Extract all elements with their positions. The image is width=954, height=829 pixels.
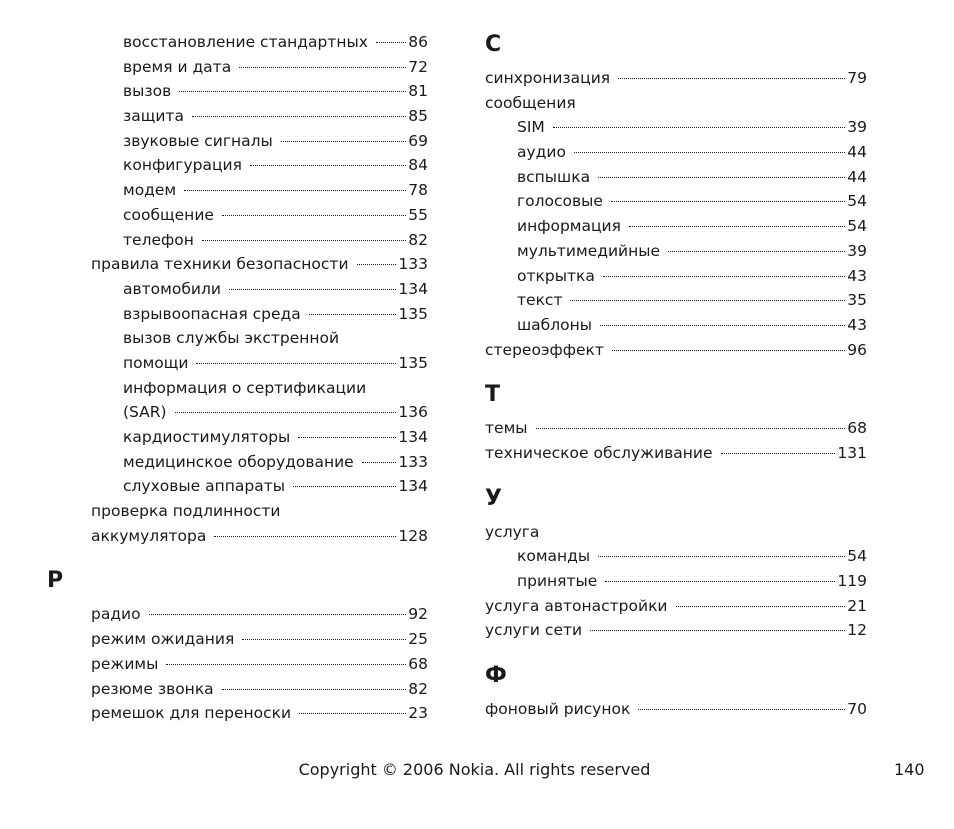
index-entry (485, 544, 867, 569)
index-term: принятые (517, 572, 598, 590)
dot-leader (239, 67, 406, 68)
index-term: (SAR) (123, 403, 167, 422)
index-entry (91, 178, 428, 203)
index-page-number: 39 (847, 118, 867, 137)
dot-leader (222, 689, 407, 690)
dot-leader (590, 630, 845, 631)
index-entry (485, 288, 867, 313)
index-term: модем (123, 181, 177, 200)
index-term: аудио (517, 143, 566, 162)
index-term: телефон (123, 230, 194, 249)
index-term: информация (517, 217, 621, 236)
dot-leader (603, 276, 845, 277)
index-term: услуги сети (485, 621, 583, 640)
index-term: информация о сертификации (123, 378, 367, 397)
dot-leader (676, 606, 846, 607)
index-term: мультимедийные (517, 241, 661, 260)
index-term: слуховые аппараты (123, 477, 285, 496)
dot-leader (299, 713, 406, 714)
index-term: темы (485, 419, 528, 438)
index-term: проверка подлинности (91, 502, 281, 521)
index-page-number: 133 (398, 452, 428, 471)
index-page-number: 44 (847, 167, 867, 186)
index-term: радио (91, 605, 141, 624)
index-page-number: 136 (398, 403, 428, 422)
dot-leader (574, 152, 845, 153)
page-number: 140 (894, 760, 925, 779)
dot-leader (179, 91, 406, 92)
dot-leader (250, 165, 406, 166)
index-page-number: 55 (408, 205, 428, 224)
dot-leader (618, 78, 845, 79)
index-entry (91, 652, 428, 677)
dot-leader (721, 453, 836, 454)
index-page-number: 68 (847, 419, 867, 438)
index-entry (485, 66, 867, 91)
index-page-number: 21 (847, 596, 867, 615)
index-page-number: 43 (847, 266, 867, 285)
index-page-number: 39 (847, 241, 867, 260)
index-page-number: 12 (847, 621, 867, 640)
index-entry (91, 277, 428, 302)
index-term: помощи (123, 353, 189, 372)
index-entry (485, 239, 867, 264)
index-term: восстановление стандартных (123, 33, 368, 51)
dot-leader (309, 314, 397, 315)
dot-leader (638, 709, 845, 710)
dot-leader (214, 536, 396, 537)
index-page-number: 82 (408, 230, 428, 249)
index-page-number: 23 (408, 704, 428, 723)
index-term: резюме звонка (91, 679, 214, 698)
index-page-number: 92 (408, 605, 428, 624)
index-term: вызов (123, 82, 172, 101)
index-entry (91, 203, 428, 228)
index-entry (91, 55, 428, 80)
index-entry (485, 140, 867, 165)
index-entry (485, 264, 867, 289)
index-column-right (485, 30, 867, 722)
dot-leader (222, 215, 406, 216)
index-page-number: 78 (408, 181, 428, 200)
dot-leader (570, 300, 845, 301)
index-entry (485, 697, 867, 722)
index-page-number: 70 (847, 700, 867, 719)
index-term: сообщение (123, 205, 214, 224)
index-entry-heading (485, 91, 867, 116)
index-entry (91, 252, 428, 277)
index-page-number: 134 (398, 279, 428, 298)
index-entry (91, 602, 428, 627)
dot-leader (600, 325, 845, 326)
index-term: синхронизация (485, 69, 611, 87)
index-term: голосовые (517, 192, 603, 211)
index-term: медицинское оборудование (123, 452, 354, 471)
dot-leader (536, 428, 846, 429)
dot-leader (298, 437, 396, 438)
copyright-notice: Copyright © 2006 Nokia. All rights reserved (298, 760, 651, 779)
index-page-number: 86 (408, 33, 428, 51)
index-page-number: 135 (398, 304, 428, 323)
index-term: аккумулятора (91, 526, 207, 545)
index-term: ремешок для переноски (91, 704, 292, 723)
index-page-number: 54 (847, 547, 867, 566)
index-page-number: 81 (408, 82, 428, 101)
index-term: режим ожидания (91, 630, 235, 649)
index-entry (485, 313, 867, 338)
index-page-number: 128 (398, 526, 428, 545)
dot-leader (629, 226, 845, 227)
index-page-number: 133 (398, 255, 428, 274)
index-entry (91, 79, 428, 104)
index-entry (91, 302, 428, 327)
index-term: шаблоны (517, 315, 593, 334)
index-entry (485, 115, 867, 140)
dot-leader (605, 581, 835, 582)
dot-leader (293, 486, 396, 487)
dot-leader (166, 664, 406, 665)
index-entry (91, 524, 428, 549)
index-entry (485, 214, 867, 239)
dot-leader (202, 240, 406, 241)
index-page-number: 54 (847, 217, 867, 236)
index-page-number: 85 (408, 107, 428, 126)
index-term: правила техники безопасности (91, 255, 349, 274)
dot-leader (598, 177, 845, 178)
index-entry-heading (91, 499, 428, 524)
index-term: время и дата (123, 57, 232, 76)
index-term: фоновый рисунок (485, 700, 631, 719)
section-letter: С (485, 32, 502, 57)
dot-leader (196, 363, 396, 364)
dot-leader (242, 639, 406, 640)
index-page-number: 96 (847, 340, 867, 359)
index-page-number: 131 (837, 443, 867, 462)
index-term: команды (517, 547, 591, 566)
index-entry (91, 450, 428, 475)
dot-leader (598, 556, 845, 557)
index-term: защита (123, 107, 184, 126)
index-page-number: 43 (847, 315, 867, 334)
index-term: открытка (517, 266, 595, 285)
index-term: конфигурация (123, 156, 242, 175)
index-page-number: 72 (408, 57, 428, 76)
dot-leader (184, 190, 406, 191)
index-entry (91, 153, 428, 178)
index-entry (91, 228, 428, 253)
index-page-number: 134 (398, 428, 428, 446)
index-page-number: 84 (408, 156, 428, 175)
dot-leader (668, 251, 845, 252)
index-page-number: 134 (398, 477, 428, 496)
section-letter: У (485, 485, 502, 511)
dot-leader (357, 264, 397, 265)
index-page-number: 119 (837, 572, 867, 590)
section-letter: Т (485, 382, 501, 408)
index-page-number: 135 (398, 353, 428, 372)
index-page-number: 35 (847, 291, 867, 310)
index-entry-heading (91, 376, 428, 401)
index-entry (485, 338, 867, 363)
dot-leader (281, 141, 407, 142)
index-term: вызов службы экстренной (123, 329, 340, 348)
index-term: вспышка (517, 167, 591, 186)
index-term: текст (517, 291, 563, 310)
index-term: автомобили (123, 279, 221, 298)
index-entry (91, 129, 428, 154)
dot-leader (376, 42, 406, 43)
index-term: услуга (485, 522, 540, 541)
index-entry (485, 594, 867, 619)
index-page-number: 82 (408, 679, 428, 698)
dot-leader (229, 289, 396, 290)
index-term: услуга автонастройки (485, 596, 668, 615)
index-term: стереоэффект (485, 340, 604, 359)
index-entry-heading (485, 520, 867, 545)
index-entry (91, 677, 428, 702)
dot-leader (175, 412, 397, 413)
dot-leader (611, 201, 845, 202)
index-entry (91, 627, 428, 652)
dot-leader (362, 462, 397, 463)
index-entry (485, 189, 867, 214)
dot-leader (553, 127, 845, 128)
index-page-number: 54 (847, 192, 867, 211)
index-page-number: 69 (408, 131, 428, 150)
index-term: SIM (517, 118, 545, 137)
index-entry (91, 701, 428, 726)
section-letter: Р (47, 568, 64, 594)
index-term: взрывоопасная среда (123, 304, 301, 323)
index-entry (91, 474, 428, 499)
index-entry (91, 104, 428, 129)
index-entry (91, 400, 428, 425)
index-page-number: 25 (408, 630, 428, 649)
index-term: сообщения (485, 93, 576, 112)
dot-leader (192, 116, 406, 117)
index-entry (91, 351, 428, 376)
index-column-left (47, 30, 428, 726)
index-term: режимы (91, 654, 159, 673)
index-page-number: 79 (847, 69, 867, 87)
index-entry-heading (91, 326, 428, 351)
index-entry (485, 569, 867, 594)
index-entry (485, 416, 867, 441)
index-entry (91, 425, 428, 450)
section-letter: Ф (485, 663, 507, 689)
index-entry (485, 441, 867, 466)
index-term: звуковые сигналы (123, 131, 273, 150)
index-entry (91, 30, 428, 55)
index-term: кардиостимуляторы (123, 428, 291, 446)
dot-leader (149, 614, 407, 615)
index-entry (485, 165, 867, 190)
index-page-number: 68 (408, 654, 428, 673)
index-entry (485, 618, 867, 643)
dot-leader (612, 350, 845, 351)
index-term: техническое обслуживание (485, 443, 713, 462)
index-page-number: 44 (847, 143, 867, 162)
